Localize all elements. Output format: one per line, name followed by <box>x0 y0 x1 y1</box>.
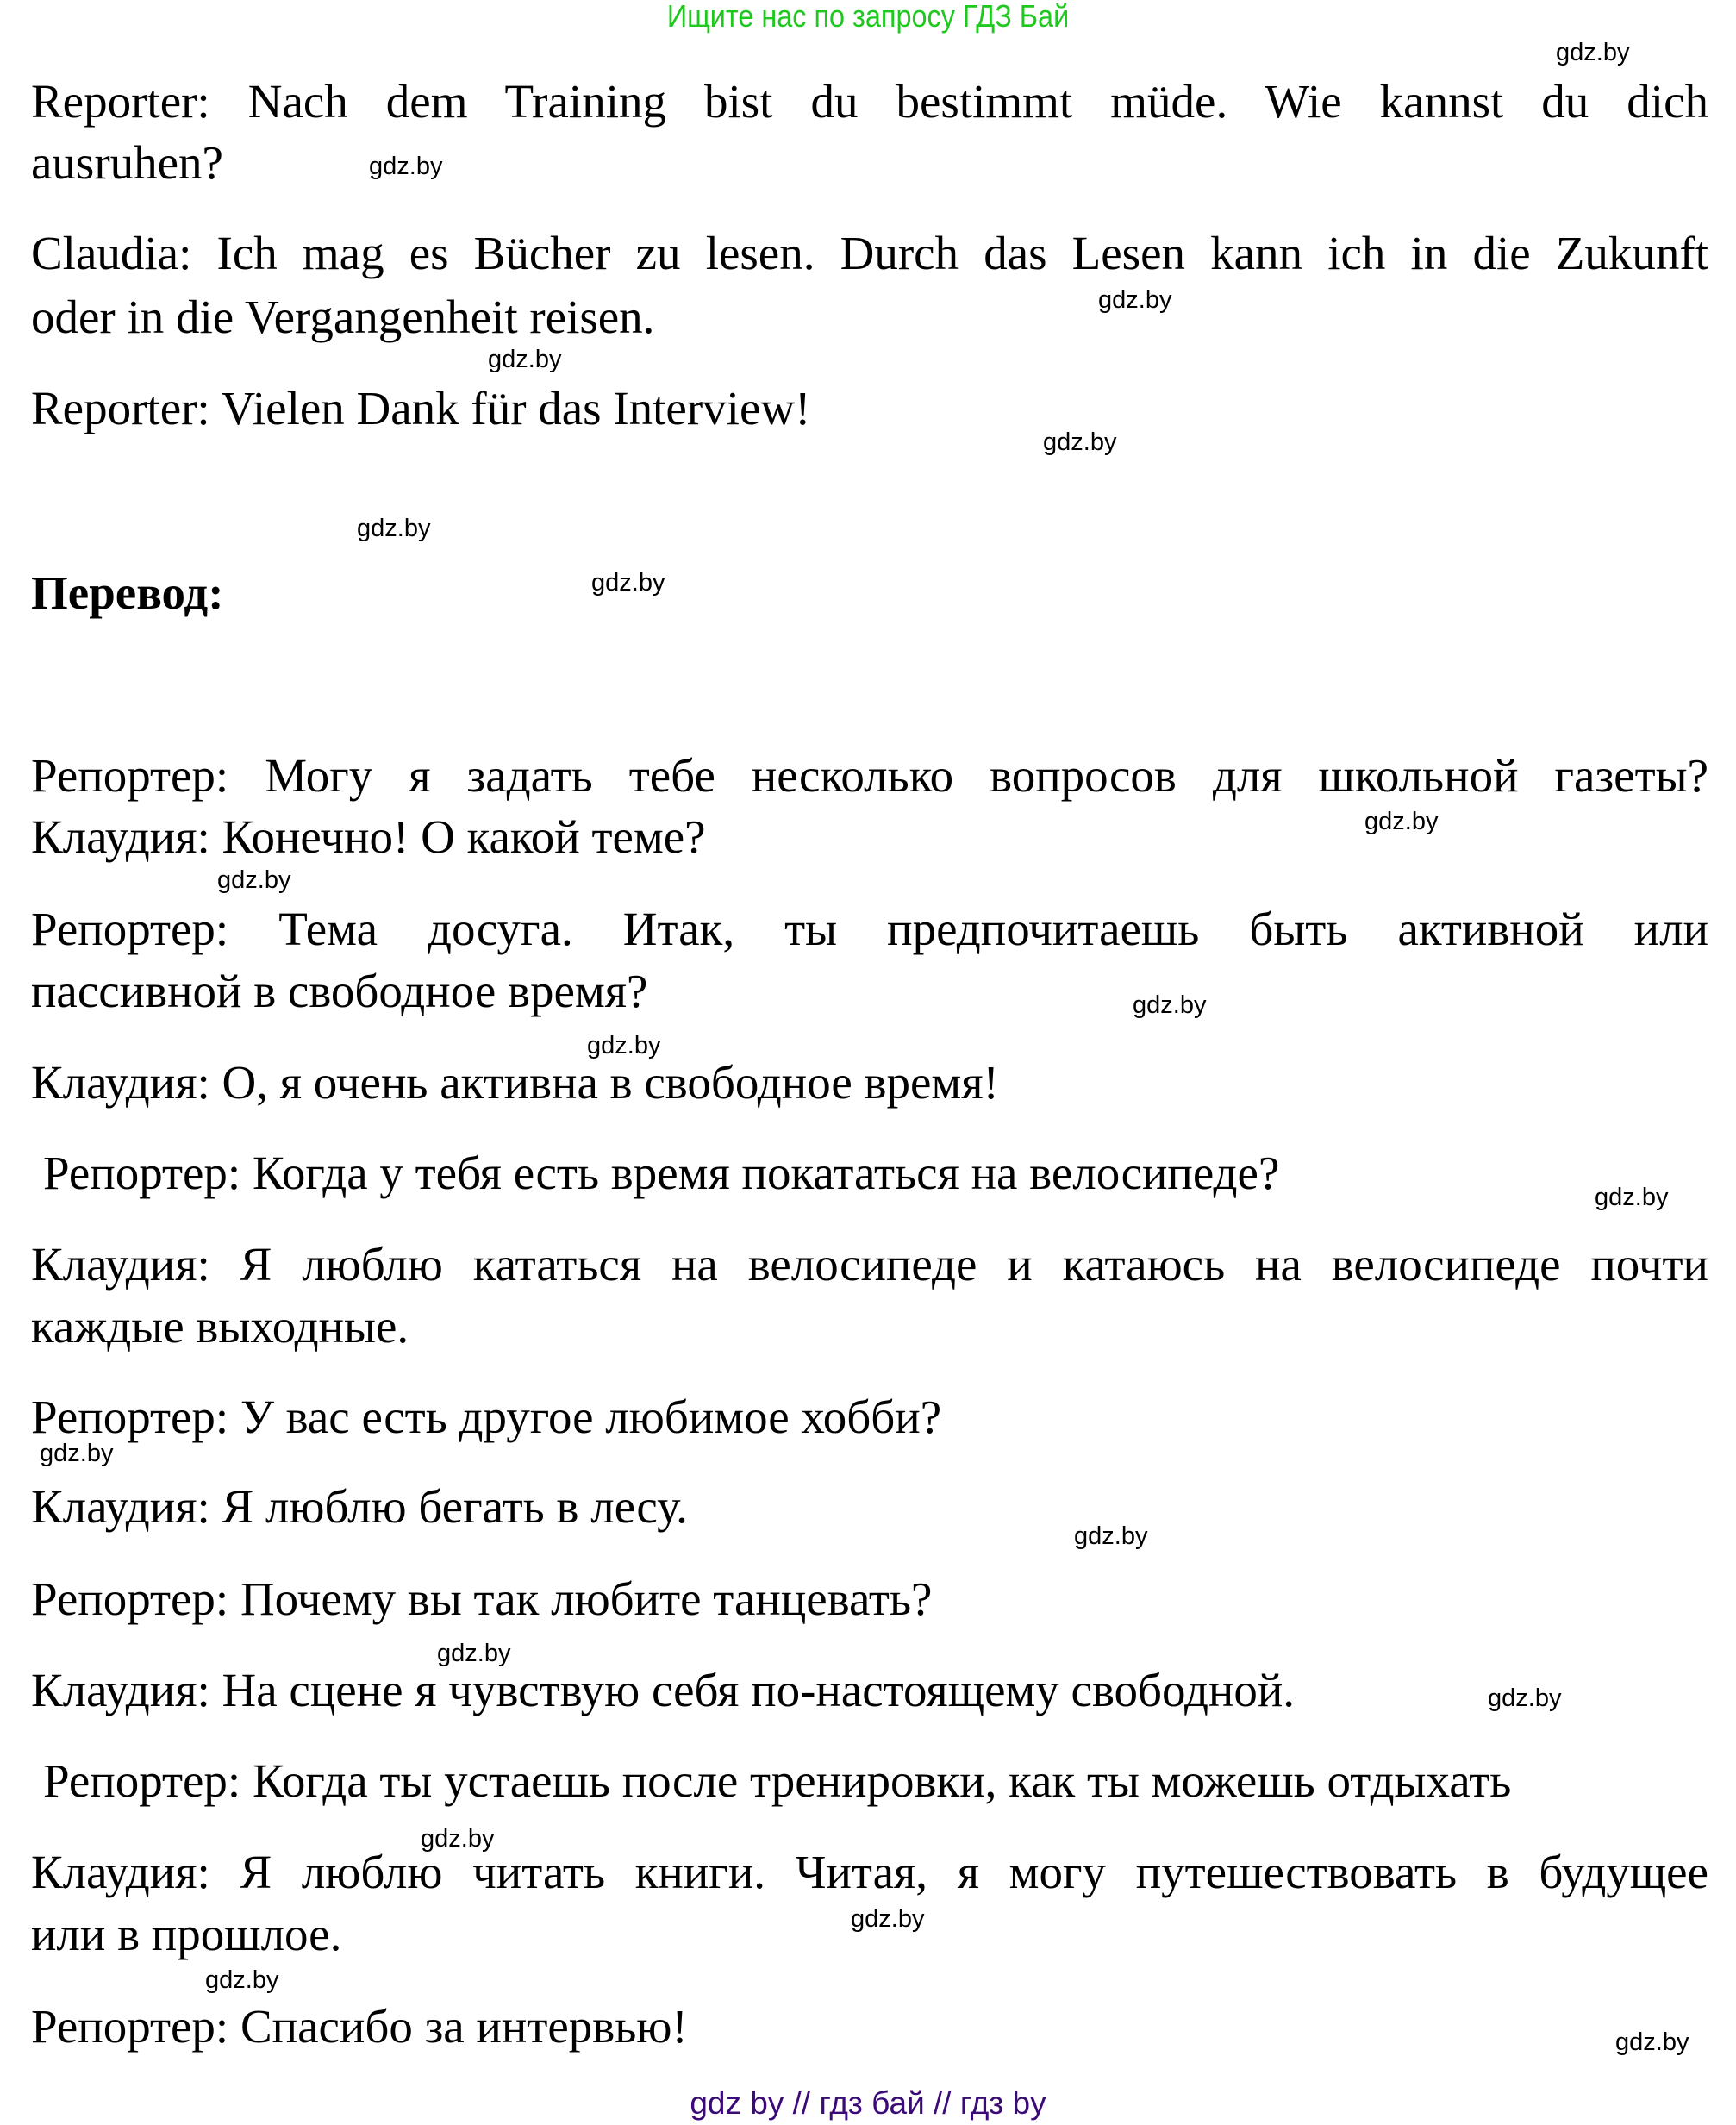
watermark: gdz.by <box>1074 1522 1148 1550</box>
watermark: gdz.by <box>437 1640 511 1667</box>
watermark: gdz.by <box>1364 808 1439 835</box>
russian-line: Репортер: У вас есть другое любимое хобби? <box>31 1391 942 1443</box>
russian-line: Клаудия: Я люблю бегать в лесу. <box>31 1480 688 1533</box>
translation-heading: Перевод: <box>31 566 224 619</box>
watermark: gdz.by <box>40 1440 114 1467</box>
russian-line: Репортер: Почему вы так любите танцевать? <box>31 1572 933 1625</box>
watermark: gdz.by <box>851 1905 925 1933</box>
russian-line: Репортер: Тема досуга. Итак, ты предпочитаешь быть активной или <box>31 903 1708 955</box>
russian-line: пассивной в свободное время? <box>31 965 648 1017</box>
watermark: gdz.by <box>357 515 431 542</box>
russian-line: Репортер: Когда у тебя есть время покататься на велосипеде? <box>43 1147 1280 1199</box>
german-line: ausruhen? <box>31 136 223 189</box>
search-hint-header: Ищите нас по запросу ГДЗ Бай <box>666 0 1070 34</box>
watermark: gdz.by <box>1595 1184 1669 1211</box>
watermark: gdz.by <box>205 1966 279 1994</box>
russian-line: Репортер: Могу я задать тебе несколько вопросов для школьной газеты? <box>31 749 1708 802</box>
russian-line: Клаудия: Я люблю читать книги. Читая, я могу путешествовать в будущее <box>31 1846 1708 1898</box>
watermark: gdz.by <box>1615 2028 1689 2056</box>
watermark: gdz.by <box>369 153 443 180</box>
watermark: gdz.by <box>1133 991 1207 1019</box>
watermark: gdz.by <box>587 1032 661 1059</box>
footer-links: gdz by // гдз бай // гдз by <box>690 2085 1046 2121</box>
watermark: gdz.by <box>1556 39 1630 66</box>
russian-line: Репортер: Когда ты устаешь после тренировки, как ты можешь отдыхать <box>43 1754 1512 1807</box>
watermark: gdz.by <box>1488 1684 1562 1712</box>
german-line: Reporter: Vielen Dank für das Interview! <box>31 382 811 434</box>
russian-line: или в прошлое. <box>31 1908 342 1960</box>
russian-line: Клаудия: Конечно! О какой теме? <box>31 810 706 863</box>
watermark: gdz.by <box>1043 428 1117 456</box>
watermark: gdz.by <box>591 569 665 597</box>
watermark: gdz.by <box>421 1825 495 1853</box>
russian-line: каждые выходные. <box>31 1300 409 1353</box>
russian-line: Клаудия: Я люблю кататься на велосипеде и катаюсь на велосипеде почти <box>31 1238 1708 1291</box>
watermark: gdz.by <box>488 346 562 373</box>
russian-line: Репортер: Спасибо за интервью! <box>31 2000 688 2053</box>
russian-line: Клаудия: На сцене я чувствую себя по-настоящему свободной. <box>31 1664 1296 1716</box>
german-line: oder in die Vergangenheit reisen. <box>31 291 655 343</box>
german-line: Reporter: Nach dem Training bist du bestimmt müde. Wie kannst du dich <box>31 75 1708 128</box>
watermark: gdz.by <box>217 866 291 894</box>
watermark: gdz.by <box>1098 286 1172 314</box>
russian-line: Клаудия: О, я очень активна в свободное время! <box>31 1056 999 1109</box>
german-line: Claudia: Ich mag es Bücher zu lesen. Durch das Lesen kann ich in die Zukunft <box>31 227 1708 279</box>
